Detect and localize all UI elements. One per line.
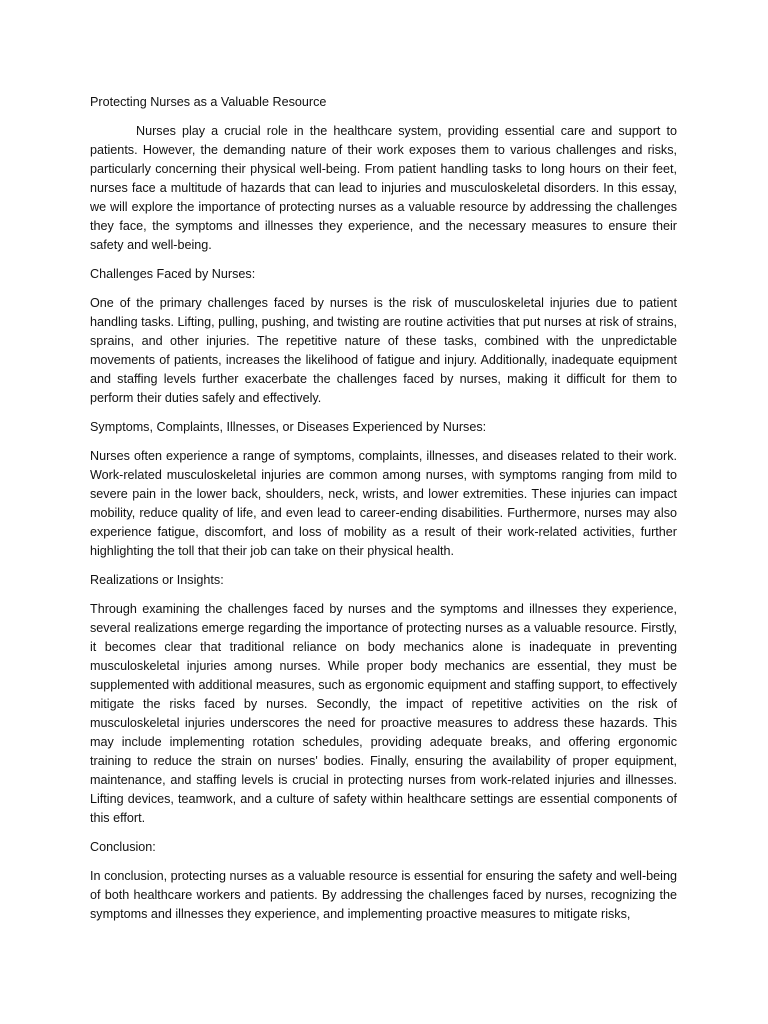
document-title: Protecting Nurses as a Valuable Resource [90,95,327,109]
intro-paragraph: Nurses play a crucial role in the healthcare system, providing essential care and support to patients. However, the demanding nature of their work exposes them to various challenges and risks, particularly concerning their physical well-being. From patient handling tasks to long hours on their feet, nurses face a multitude of hazards that can lead to injuries and musculoskeletal disorders. In this essay, we will explore the importance of protecting nurses as a valuable resource by addressing the challenges they face, the symptoms and illnesses they experience, and the necessary measures to ensure their safety and well-being. [90,124,677,252]
section-heading-realizations: Realizations or Insights: [90,573,224,587]
section-body-realizations: Through examining the challenges faced by nurses and the symptoms and illnesses they experience, several realizations emerge regarding the importance of protecting nurses as a valuable resource. Firstly, it becomes clear that traditional reliance on body mechanics alone is inadequate in preventing musculoskeletal injuries among nurses. While proper body mechanics are essential, they must be supplemented with additional measures, such as ergonomic equipment and staffing support, to effectively mitigate the risks faced by nurses. Secondly, the impact of repetitive activities on the risk of musculoskeletal injuries underscores the need for proactive measures to address these hazards. This may include implementing rotation schedules, providing adequate breaks, and offering ergonomic training to reduce the strain on nurses' bodies. Finally, ensuring the availability of proper equipment, maintenance, and staffing levels is crucial in protecting nurses from work-related injuries and illnesses. Lifting devices, teamwork, and a culture of safety within healthcare settings are essential components of this effort. [90,602,677,825]
section-body-conclusion: In conclusion, protecting nurses as a valuable resource is essential for ensuring the safety and well-being of both healthcare workers and patients. By addressing the challenges faced by nurses, recognizing the symptoms and illnesses they experience, and implementing proactive measures to mitigate risks, [90,869,677,921]
document-page [90,93,677,934]
section-heading-conclusion: Conclusion: [90,840,156,854]
section-heading-challenges: Challenges Faced by Nurses: [90,267,256,281]
section-body-symptoms: Nurses often experience a range of symptoms, complaints, illnesses, and diseases related to their work. Work-related musculoskeletal injuries are common among nurses, with symptoms ranging from mild to severe pain in the lower back, shoulders, neck, wrists, and lower extremities. These injuries can impact mobility, reduce quality of life, and even lead to career-ending disabilities. Furthermore, nurses may also experience fatigue, discomfort, and loss of mobility as a result of their work-related activities, further highlighting the toll that their job can take on their physical health. [90,449,677,558]
section-heading-symptoms: Symptoms, Complaints, Illnesses, or Diseases Experienced by Nurses: [90,420,487,434]
section-body-challenges: One of the primary challenges faced by nurses is the risk of musculoskeletal injuries due to patient handling tasks. Lifting, pulling, pushing, and twisting are routine activities that put nurses at risk of strains, sprains, and other injuries. The repetitive nature of these tasks, combined with the unpredictable movements of patients, increases the likelihood of fatigue and injury. Additionally, inadequate equipment and staffing levels further exacerbate the challenges faced by nurses, making it difficult for them to perform their duties safely and effectively. [90,296,677,405]
